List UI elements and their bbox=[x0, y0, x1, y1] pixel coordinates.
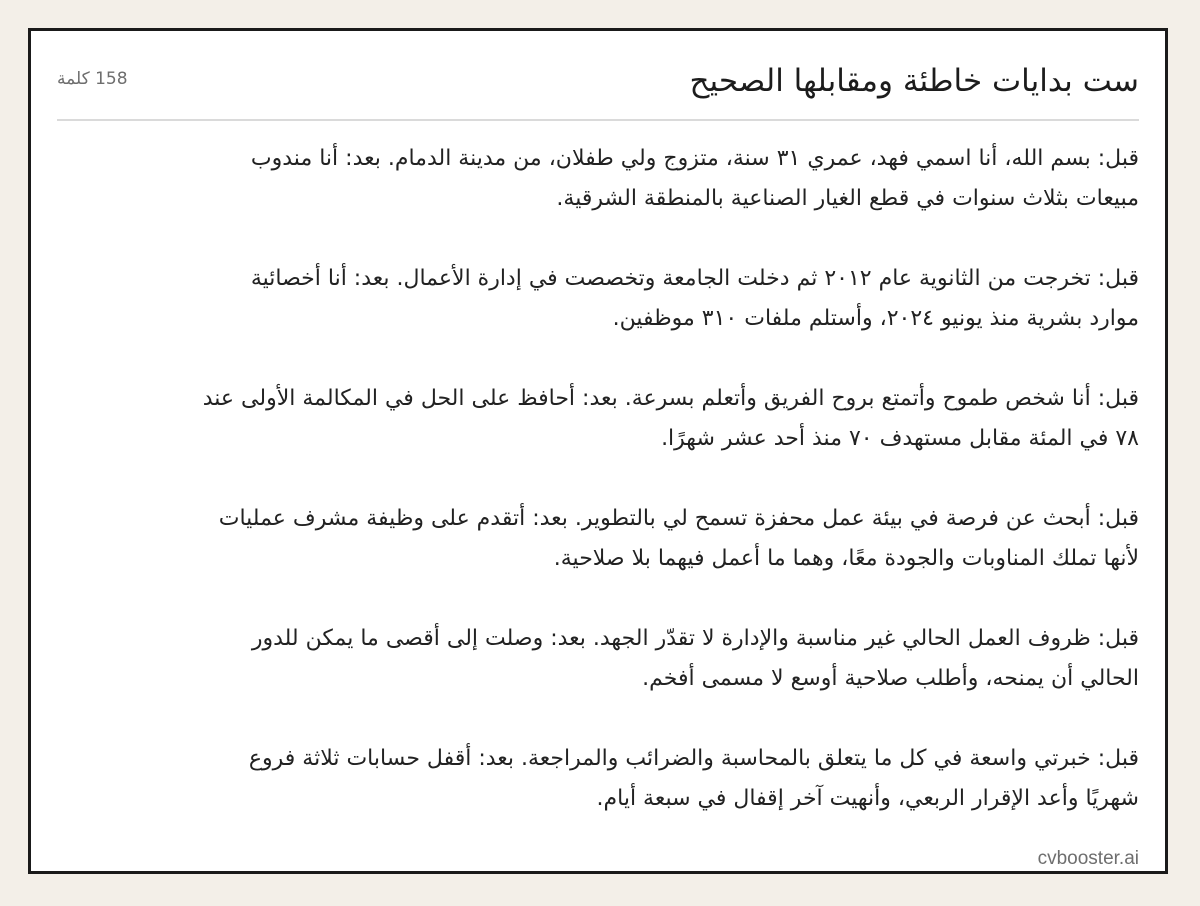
document-title: ست بدايات خاطئة ومقابلها الصحيح bbox=[689, 63, 1139, 99]
entry-3: قبل: أنا شخص طموح وأتمتع بروح الفريق وأتعلم بسرعة. بعد: أحافظ على الحل في المكالمة الأولى عند ٧٨ في المئة مقابل مستهدف ٧٠ منذ أحد عشر شهرًا. bbox=[202, 386, 1139, 451]
document-card bbox=[28, 28, 1168, 874]
brand-footer: cvbooster.ai bbox=[1037, 848, 1139, 869]
entry-1: قبل: بسم الله، أنا اسمي فهد، عمري ٣١ سنة، متزوج ولي طفلان، من مدينة الدمام. بعد: أنا مندوب مبيعات بثلاث سنوات في قطع الغيار الصناعية بالمنطقة الشرقية. bbox=[250, 146, 1139, 211]
entries-list bbox=[199, 139, 1139, 859]
document-header bbox=[57, 57, 1139, 121]
entry-6: قبل: خبرتي واسعة في كل ما يتعلق بالمحاسبة والضرائب والمراجعة. بعد: أقفل حسابات ثلاثة فروع شهريًا وأعد الإقرار الربعي، وأنهيت آخر إقفال في سبعة أيام. bbox=[248, 746, 1139, 811]
entry-2: قبل: تخرجت من الثانوية عام ٢٠١٢ ثم دخلت الجامعة وتخصصت في إدارة الأعمال. بعد: أنا أخصائية موارد بشرية منذ يونيو ٢٠٢٤، وأستلم ملفات ٣١٠ موظفين. bbox=[250, 266, 1139, 331]
entry-5: قبل: ظروف العمل الحالي غير مناسبة والإدارة لا تقدّر الجهد. بعد: وصلت إلى أقصى ما يمكن للدور الحالي أن يمنحه، وأطلب صلاحية أوسع لا مسمى أفخم. bbox=[251, 626, 1139, 691]
word-count: 158 كلمة bbox=[57, 69, 128, 89]
entry-4: قبل: أبحث عن فرصة في بيئة عمل محفزة تسمح لي بالتطوير. بعد: أتقدم على وظيفة مشرف عمليات لأنها تملك المناوبات والجودة معًا، وهما ما أعمل فيهما بلا صلاحية. bbox=[218, 506, 1139, 571]
